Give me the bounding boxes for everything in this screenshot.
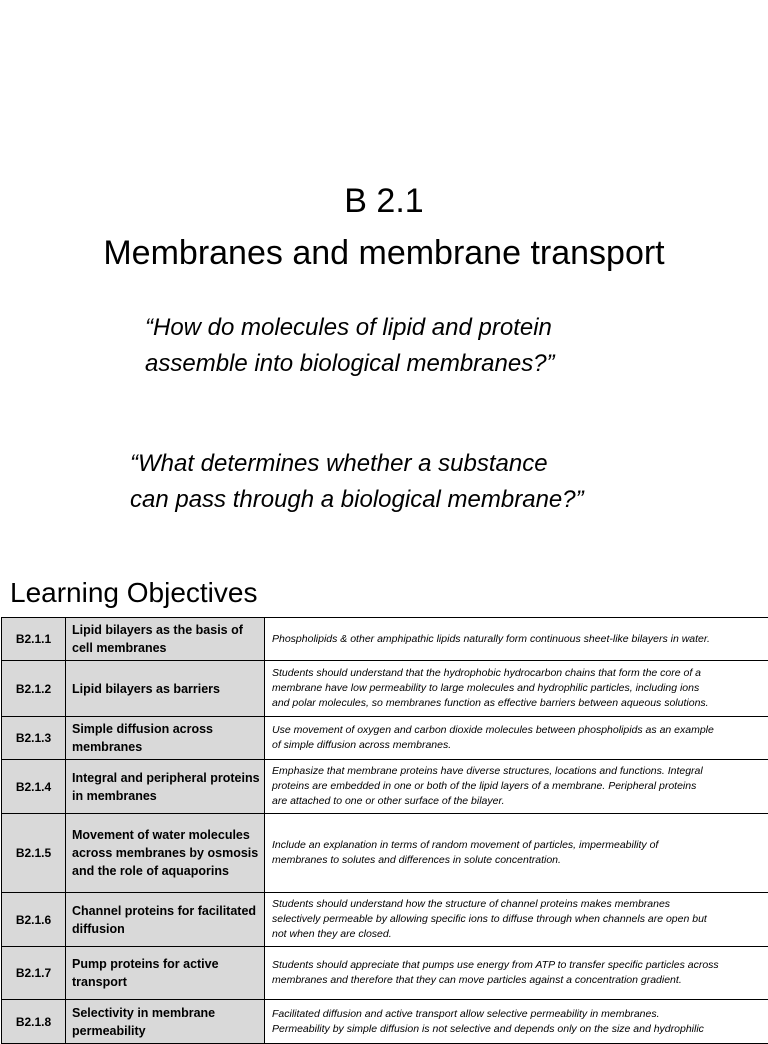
objective-description [265, 618, 768, 661]
description-line: membranes and therefore that they can move particles against a concentration gradient. [272, 973, 768, 988]
description-line: not when they are closed. [272, 927, 768, 942]
guiding-question-1 [145, 310, 745, 382]
description-line: Permeability by simple diffusion is not selective and depends only on the size and hydrophilic [272, 1022, 768, 1037]
objective-title: Lipid bilayers as barriers [66, 661, 265, 717]
table-row [2, 893, 768, 947]
objective-description [265, 661, 768, 717]
objective-title: Pump proteins for active transport [66, 947, 265, 1000]
objective-title: Channel proteins for facilitated diffusion [66, 893, 265, 947]
description-line: Students should understand how the structure of channel proteins makes membranes [272, 897, 768, 912]
objective-title: Simple diffusion across membranes [66, 717, 265, 760]
description-line: selectively permeable by allowing specific ions to diffuse through when channels are open but [272, 912, 768, 927]
objective-code: B2.1.6 [2, 893, 66, 947]
description-line: and polar molecules, so membranes function as effective barriers between aqueous solutions. [272, 696, 768, 711]
objective-title: Lipid bilayers as the basis of cell membranes [66, 618, 265, 661]
objective-description [265, 947, 768, 1000]
description-line: membrane have low permeability to large molecules and hydrophilic particles, including ions [272, 681, 768, 696]
objective-code: B2.1.4 [2, 760, 66, 814]
description-line: membranes to solutes and differences in solute concentration. [272, 853, 768, 868]
objective-code: B2.1.2 [2, 661, 66, 717]
question-line: assemble into biological membranes?” [145, 346, 745, 382]
objective-title: Selectivity in membrane permeability [66, 1000, 265, 1044]
learning-objectives-heading: Learning Objectives [10, 574, 257, 612]
description-line: Students should appreciate that pumps use energy from ATP to transfer specific particles across [272, 958, 768, 973]
objective-title: Movement of water molecules across membranes by osmosis and the role of aquaporins [66, 814, 265, 893]
objective-code: B2.1.5 [2, 814, 66, 893]
objective-code: B2.1.7 [2, 947, 66, 1000]
guiding-question-2 [130, 446, 750, 518]
objective-code: B2.1.3 [2, 717, 66, 760]
description-line: Students should understand that the hydrophobic hydrocarbon chains that form the core of a [272, 666, 768, 681]
objective-description [265, 814, 768, 893]
description-line: are attached to one or other surface of the bilayer. [272, 794, 768, 809]
description-line: Emphasize that membrane proteins have diverse structures, locations and functions. Integral [272, 764, 768, 779]
description-line: Include an explanation in terms of random movement of particles, impermeability of [272, 838, 768, 853]
objective-description [265, 1000, 768, 1044]
table-row [2, 618, 768, 661]
objective-code: B2.1.8 [2, 1000, 66, 1044]
objective-description [265, 760, 768, 814]
description-line: proteins are embedded in one or both of the lipid layers of a membrane. Peripheral proteins [272, 779, 768, 794]
table-row [2, 760, 768, 814]
page-title: Membranes and membrane transport [0, 230, 768, 276]
description-line: of simple diffusion across membranes. [272, 738, 768, 753]
section-code: B 2.1 [0, 178, 768, 224]
table-row [2, 717, 768, 760]
description-line: Facilitated diffusion and active transport allow selective permeability in membranes. [272, 1007, 768, 1022]
objective-code: B2.1.1 [2, 618, 66, 661]
table-row [2, 661, 768, 717]
objectives-table [1, 617, 768, 1044]
description-line: Use movement of oxygen and carbon dioxide molecules between phospholipids as an example [272, 723, 768, 738]
table-row [2, 947, 768, 1000]
table-row [2, 814, 768, 893]
description-line: Phospholipids & other amphipathic lipids naturally form continuous sheet-like bilayers in water. [272, 632, 768, 647]
question-line: “How do molecules of lipid and protein [145, 310, 745, 346]
table-row [2, 1000, 768, 1044]
objective-description [265, 717, 768, 760]
question-line: can pass through a biological membrane?” [130, 482, 750, 518]
objective-title: Integral and peripheral proteins in membranes [66, 760, 265, 814]
question-line: “What determines whether a substance [130, 446, 750, 482]
objective-description [265, 893, 768, 947]
